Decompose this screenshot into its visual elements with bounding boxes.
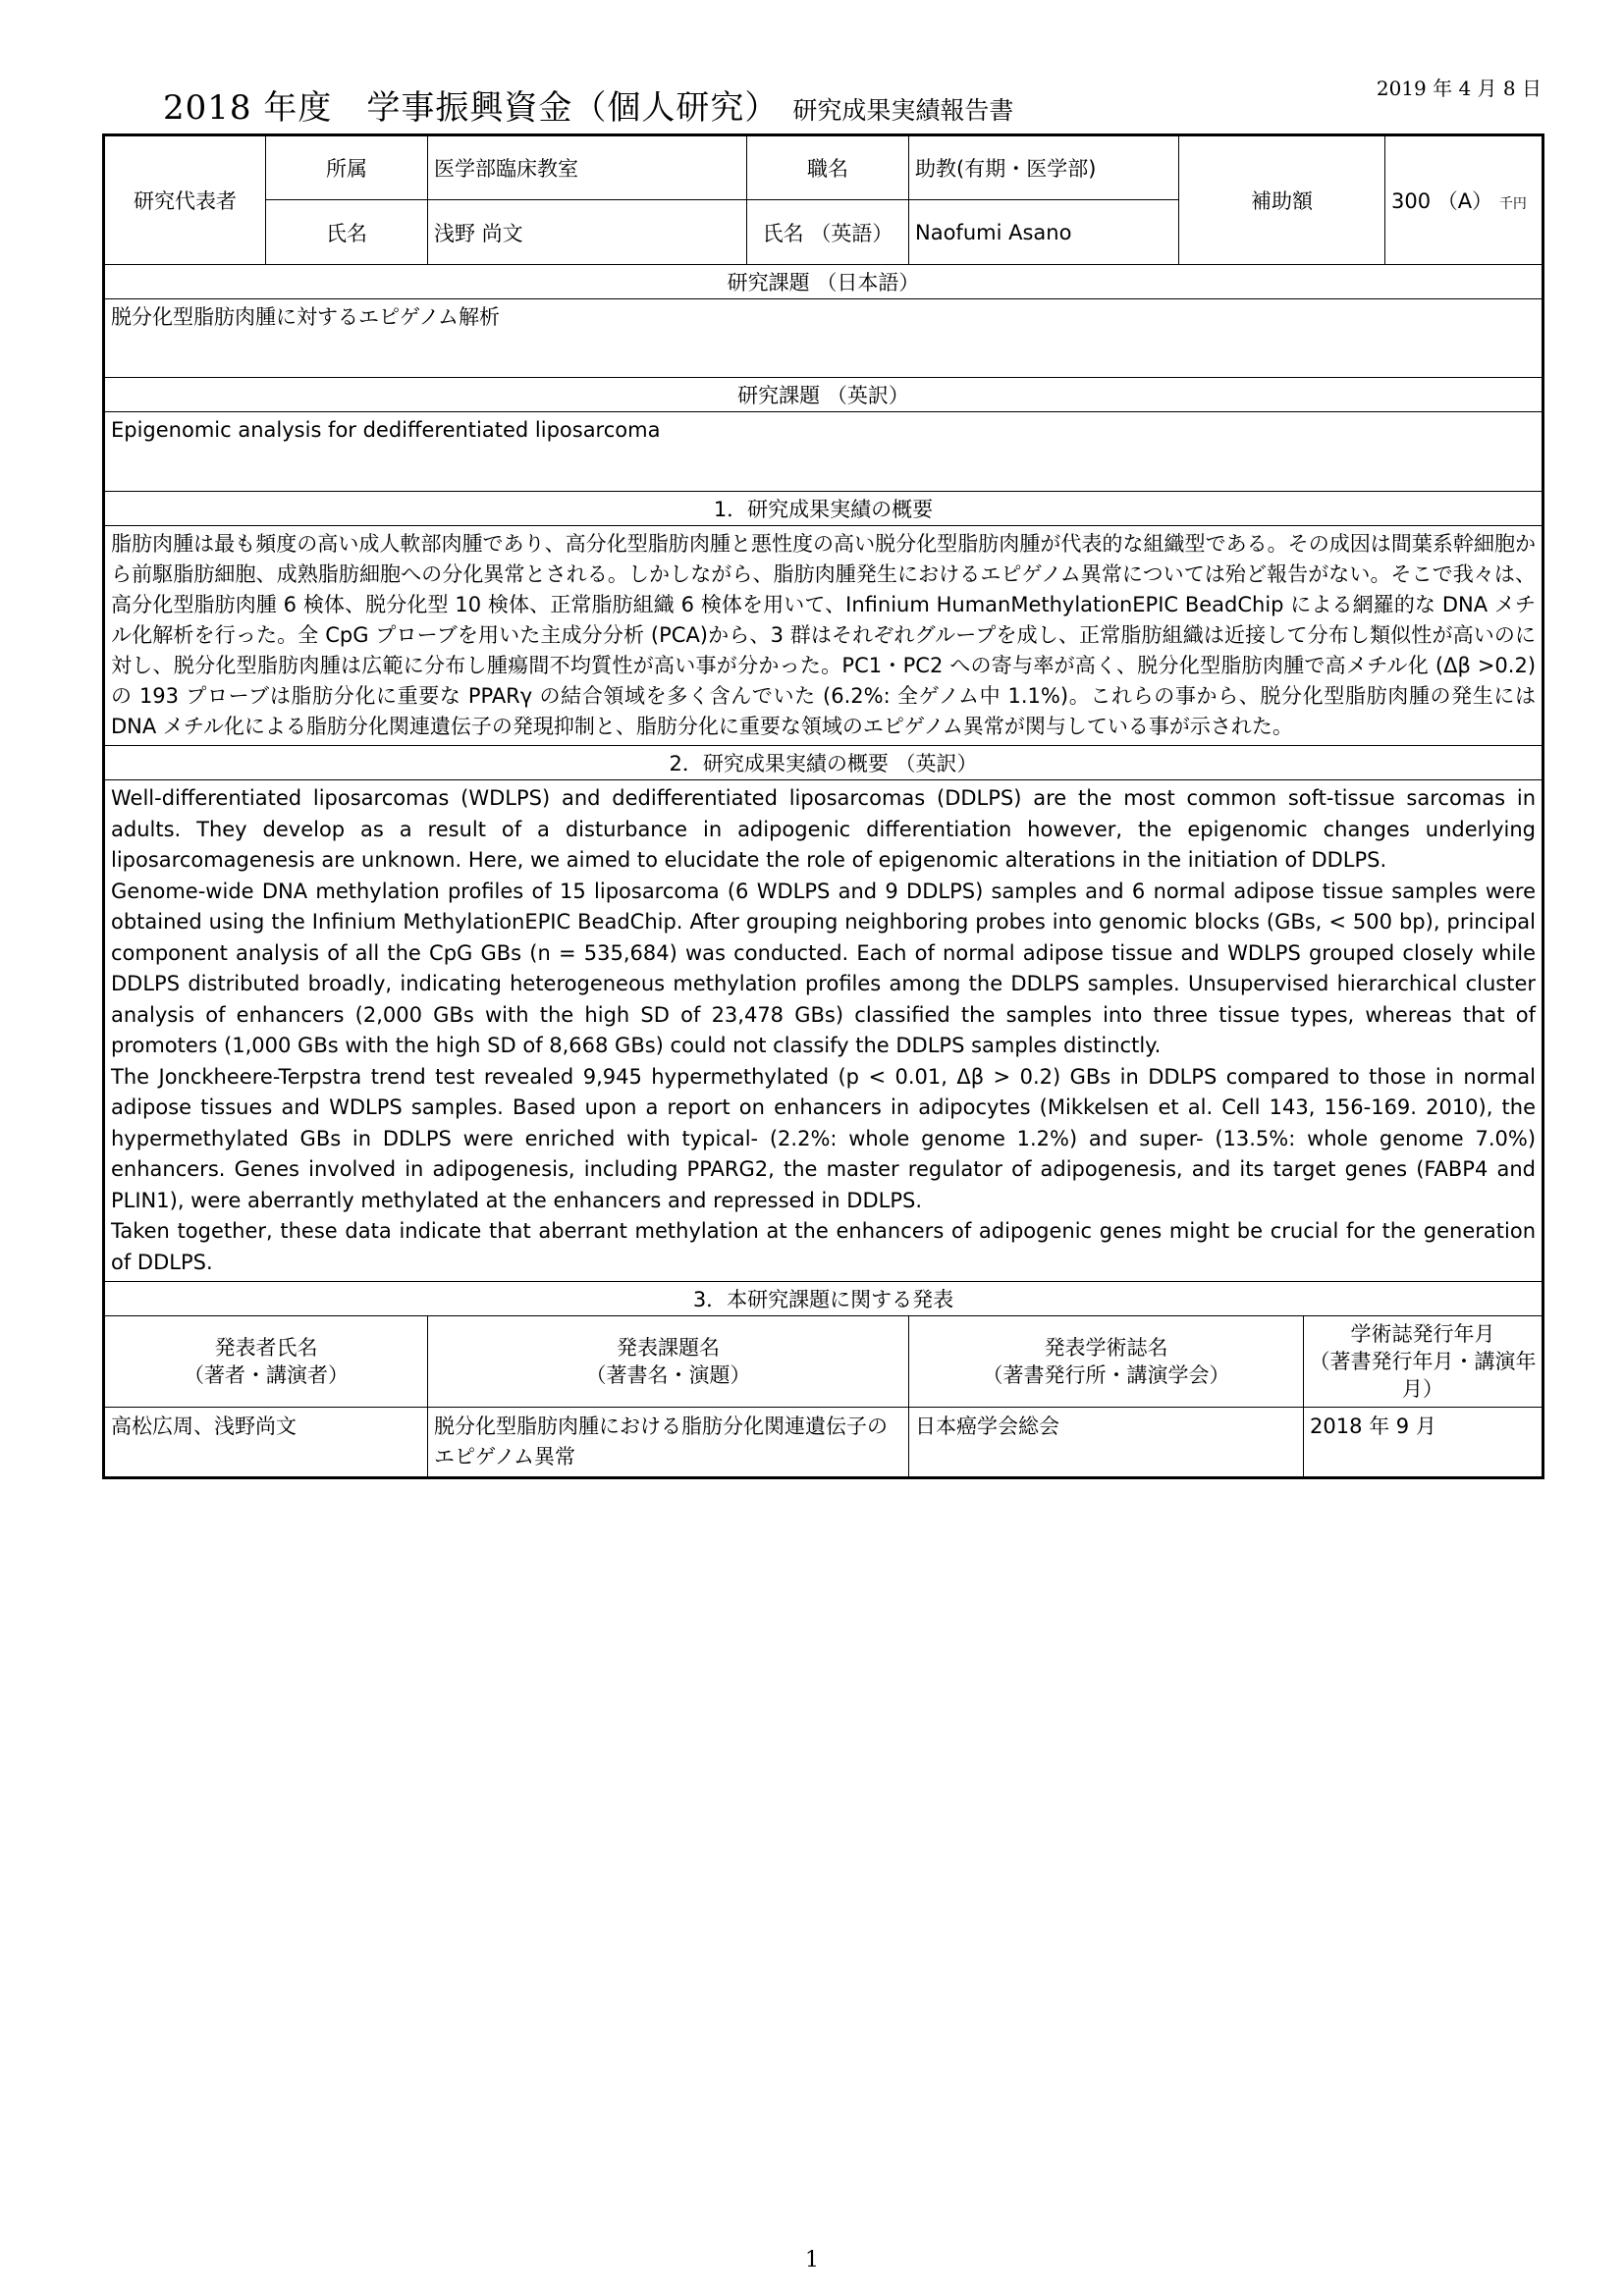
representative-label: 研究代表者 xyxy=(104,135,266,265)
col-head-presenter xyxy=(104,1316,428,1408)
report-date: 2019 年 4 月 8 日 xyxy=(1376,77,1542,100)
grant-unit: 千円 xyxy=(1498,196,1527,212)
pub-title: 脱分化型脂肪肉腫における脂肪分化関連遺伝子のエピゲノム異常 xyxy=(428,1408,909,1478)
summary-en-paragraph: Well-differentiated liposarcomas (WDLPS) and dedifferentiated liposarcomas (DDLPS) are the most common soft-tissue sarcomas in adults. They develop as a result of a disturbance in adipogenic differentiation however, the epigenomic changes underlying liposarcomagenesis are unknown. Here, we aimed to elucidate the role of epigenomic alterations in the initiation of DDLPS. xyxy=(111,786,1537,872)
name-label: 氏名 xyxy=(266,200,428,265)
grant-label: 補助額 xyxy=(1179,135,1385,265)
title-ja: 脱分化型脂肪肉腫に対するエピゲノム解析 xyxy=(104,299,1543,378)
summary-en xyxy=(104,780,1543,1282)
report-title-sub: 研究成果実績報告書 xyxy=(792,96,1014,125)
col-head-line: 学術誌発行年月 xyxy=(1350,1322,1495,1346)
affiliation-label: 所属 xyxy=(266,135,428,200)
page-number: 1 xyxy=(805,2248,819,2272)
name-en-label: 氏名 （英語） xyxy=(747,200,909,265)
report-table xyxy=(102,133,1544,1479)
report-title-main: 2018 年度 学事振興資金（個人研究） xyxy=(163,88,780,128)
col-head-venue xyxy=(909,1316,1304,1408)
col-head-line: 発表者氏名 xyxy=(214,1336,318,1360)
col-head-title xyxy=(428,1316,909,1408)
pub-presenters: 高松広周、浅野尚文 xyxy=(104,1408,428,1478)
summary-en-paragraph: Taken together, these data indicate that aberrant methylation at the enhancers of adipogenic genes might be crucial for the generation of DDLPS. xyxy=(111,1219,1537,1274)
col-head-line: 発表学術誌名 xyxy=(1044,1336,1168,1360)
col-head-date xyxy=(1304,1316,1543,1408)
affiliation-value: 医学部臨床教室 xyxy=(428,135,747,200)
position-value: 助教(有期・医学部) xyxy=(909,135,1179,200)
name-en-value: Naofumi Asano xyxy=(909,200,1179,265)
col-head-line: 発表課題名 xyxy=(617,1336,720,1360)
title-en-heading: 研究課題 （英訳） xyxy=(104,378,1543,412)
position-label: 職名 xyxy=(747,135,909,200)
summary-en-paragraph: Genome-wide DNA methylation profiles of 15 liposarcoma (6 WDLPS and 9 DDLPS) samples and 6 normal adipose tissue samples were obtained using the Infinium MethylationEPIC BeadChip. After grouping neighboring probes into genomic blocks (GBs, < 500 bp), principal component analysis of all the CpG GBs (n = 535,684) was conducted. Each of normal adipose tissue and WDLPS grouped closely while DDLPS distributed broadly, indicating heterogeneous methylation profiles among the DDLPS samples. Unsupervised hierarchical cluster analysis of enhancers (2,000 GBs with the high SD of 23,478 GBs) classified the samples into three tissue types, whereas that of promoters (1,000 GBs with the high SD of 8,668 GBs) could not classify the DDLPS samples distinctly. xyxy=(111,879,1537,1057)
col-head-line: （著書発行所・講演学会） xyxy=(982,1363,1230,1387)
pub-heading: 3．本研究課題に関する発表 xyxy=(104,1282,1543,1316)
summary-en-heading: 2．研究成果実績の概要 （英訳） xyxy=(104,746,1543,780)
col-head-line: （著者・講演者） xyxy=(184,1363,349,1387)
name-value: 浅野 尚文 xyxy=(428,200,747,265)
col-head-line: （著書名・演題） xyxy=(585,1363,751,1387)
pub-venue: 日本癌学会総会 xyxy=(909,1408,1304,1478)
table-row xyxy=(104,1408,1543,1478)
title-en: Epigenomic analysis for dedifferentiated liposarcoma xyxy=(104,412,1543,492)
grant-cell xyxy=(1385,135,1543,265)
grant-value: 300 （A） xyxy=(1391,189,1493,213)
pub-date: 2018 年 9 月 xyxy=(1304,1408,1543,1478)
summary-ja: 脂肪肉腫は最も頻度の高い成人軟部肉腫であり、高分化型脂肪肉腫と悪性度の高い脱分化型脂肪肉腫が代表的な組織型である。その成因は間葉系幹細胞から前駆脂肪細胞、成熟脂肪細胞への分化異常とされる。しかしながら、脂肪肉腫発生におけるエピゲノム異常については殆ど報告がない。そこで我々は、高分化型脂肪肉腫 6 検体、脱分化型 10 検体、正常脂肪組織 6 検体を用いて、Infinium HumanMethylationEPIC BeadChip による網羅的な DNA メチル化解析を行った。全 CpG プローブを用いた主成分分析 (PCA)から、3 群はそれぞれグループを成し、正常脂肪組織は近接して分布し類似性が高いのに対し、脱分化型脂肪肉腫は広範に分布し腫瘍間不均質性が高い事が分かった。PC1・PC2 への寄与率が高く、脱分化型脂肪肉腫で高メチル化 (Δβ >0.2) の 193 プローブは脂肪分化に重要な PPARγ の結合領域を多く含んでいた (6.2%: 全ゲノム中 1.1%)。これらの事から、脱分化型脂肪肉腫の発生には DNA メチル化による脂肪分化関連遺伝子の発現抑制と、脂肪分化に重要な領域のエピゲノム異常が関与している事が示された。 xyxy=(104,526,1543,746)
summary-ja-heading: 1．研究成果実績の概要 xyxy=(104,492,1543,526)
title-ja-heading: 研究課題 （日本語） xyxy=(104,265,1543,299)
col-head-line: （著書発行年月・講演年月） xyxy=(1309,1350,1537,1401)
report-title xyxy=(163,80,1013,129)
summary-en-paragraph: The Jonckheere-Terpstra trend test revealed 9,945 hypermethylated (p < 0.01, Δβ > 0.2) GBs in DDLPS compared to those in normal adipose tissues and WDLPS samples. Based upon a report on enhancers in adipocytes (Mikkelsen et al. Cell 143, 156-169. 2010), the hypermethylated GBs in DDLPS were enriched with typical- (2.2%: whole genome 1.2%) and super- (13.5%: whole genome 7.0%) enhancers. Genes involved in adipogenesis, including PPARG2, the master regulator of adipogenesis, and its target genes (FABP4 and PLIN1), were aberrantly methylated at the enhancers and repressed in DDLPS. xyxy=(111,1064,1537,1212)
